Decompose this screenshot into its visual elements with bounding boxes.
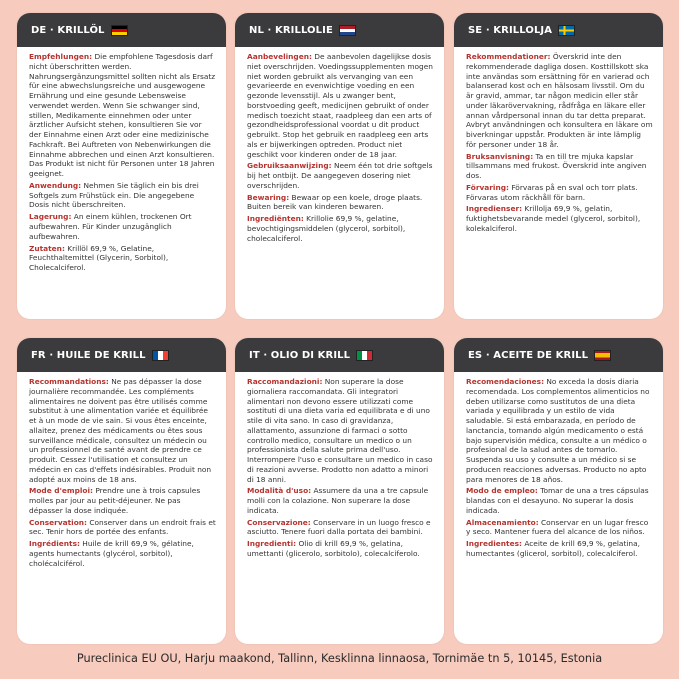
- card-title: SE · KRILLOLJA: [468, 24, 553, 36]
- card-body: [17, 372, 226, 569]
- sweden-flag-icon: [558, 25, 575, 36]
- card-header: [454, 13, 663, 47]
- card-es: [454, 338, 663, 644]
- card-nl: [235, 13, 444, 319]
- section-text: Conservare in un luogo fresco e asciutto. Tenere fuori dalla portata dei bambini.: [247, 517, 431, 537]
- section-storage: [466, 518, 653, 538]
- card-header: [17, 338, 226, 372]
- section-text: Ta en till tre mjuka kapslar tillsammans med frukost. Överskrid inte angiven dos.: [466, 151, 647, 181]
- section-text: Non superare la dose giornaliera raccomandata. Gli integratori alimentari non devono essere utilizzati come sostituti di una dieta varia ed equilibrata e di uno stile di vita sano. In caso di gravidanza, allattamento, assunzione di farmaci o sotto controllo medico, consultare un medico o un professionista della salute prima dell'uso. Interrompere l'uso e consultare un medico in caso di reazioni avverse. Prodotto non adatto a minori di 18 anni.: [247, 377, 433, 484]
- section-text: Conserver dans un endroit frais et sec. Tenir hors de portée des enfants.: [29, 517, 216, 537]
- card-title: ES · ACEITE DE KRILL: [468, 349, 589, 361]
- section-ingredients: [29, 244, 216, 273]
- card-title: FR · HUILE DE KRILL: [31, 349, 146, 361]
- germany-flag-icon: [111, 25, 128, 36]
- section-text: Assumere da una a tre capsule molli con la colazione. Non superare la dose indicata.: [247, 486, 429, 515]
- card-title: DE · KRILLÖL: [31, 24, 105, 36]
- section-title: Ingrediënten:: [247, 214, 304, 224]
- section-usage: [466, 486, 653, 515]
- section-usage: [29, 181, 216, 210]
- section-title: Conservazione:: [247, 517, 311, 527]
- card-body: [454, 47, 663, 234]
- section-recommendations: [466, 377, 653, 484]
- section-title: Conservation:: [29, 517, 87, 527]
- section-title: Bruksanvisning:: [466, 151, 534, 161]
- spain-flag-icon: [594, 350, 611, 361]
- card-it: [235, 338, 444, 644]
- section-text: Tomar de una a tres cápsulas blandas con el desayuno. No superar la dosis indicada.: [466, 486, 649, 515]
- section-recommendations: [466, 52, 653, 150]
- section-storage: [29, 518, 216, 538]
- section-text: Förvaras på en sval och torr plats. Förvaras utom räckhåll för barn.: [466, 182, 638, 202]
- section-storage: [247, 518, 434, 538]
- section-title: Förvaring:: [466, 182, 509, 192]
- section-text: Krillöl 69,9 %, Gelatine, Feuchthaltemittel (Glycerin, Sorbitol), Cholecalciferol.: [29, 243, 169, 273]
- section-storage: [247, 193, 434, 213]
- section-title: Gebruiksaanwijzing:: [247, 161, 332, 171]
- section-title: Raccomandazioni:: [247, 377, 323, 386]
- section-title: Ingredienser:: [466, 204, 523, 214]
- card-body: [235, 47, 444, 244]
- section-text: Huile de krill 69,9 %, gélatine, agents humectants (glycérol, sorbitol), cholécalciférol.: [29, 539, 194, 568]
- section-text: Conservar en un lugar fresco y seco. Mantener fuera del alcance de los niños.: [466, 517, 649, 537]
- section-usage: [466, 152, 653, 181]
- section-recommendations: [247, 52, 434, 159]
- section-title: Empfehlungen:: [29, 52, 93, 61]
- section-text: Bewaar op een koele, droge plaats. Buiten bereik van kinderen bewaren.: [247, 192, 423, 212]
- section-title: Lagerung:: [29, 212, 72, 222]
- section-ingredients: [247, 214, 434, 243]
- section-text: Prendre une à trois capsules molles par jour au petit-déjeuner. Ne pas dépasser la dose indiquée.: [29, 486, 201, 515]
- section-title: Rekommendationer:: [466, 52, 551, 61]
- section-ingredients: [466, 539, 653, 559]
- netherlands-flag-icon: [339, 25, 356, 36]
- section-title: Anwendung:: [29, 180, 82, 190]
- section-text: Överskrid inte den rekommenderade dagliga dosen. Kosttillskott ska inte användas som ersättning för en varierad och balanserad kost och en hälsosam livsstil. Om du är gravid, ammar, tar någon medicin eller står under läkarövervakning, rådfråga en läkare eller annan vårdpersonal innan du tar detta preparat. Avbryt användningen och konsultera en läkare om biverkningar uppstår. Produkten är inte lämplig för personer under 18 år.: [466, 52, 653, 149]
- section-text: Nehmen Sie täglich ein bis drei Softgels zum Frühstück ein. Die angegebene Dosis nicht überschreiten.: [29, 180, 199, 210]
- section-usage: [29, 486, 216, 515]
- card-body: [17, 47, 226, 273]
- card-title: NL · KRILLOLIE: [249, 24, 333, 36]
- section-text: Ne pas dépasser la dose journalière recommandée. Les compléments alimentaires ne doivent pas être utilisés comme substitut à une alimentation variée et équilibrée et à un mode de vie sain. Si vous êtes enceinte, allaitez, prenez des médicaments ou êtes sous surveillance médicale, consultez un médecin ou un professionnel de santé avant de prendre ce produit. Cessez l'utilisation et consultez un médecin en cas d'effets indésirables. Produit non adopté aux moins de 18 ans.: [29, 377, 212, 484]
- card-header: [454, 338, 663, 372]
- card-title: IT · OLIO DI KRILL: [249, 349, 351, 361]
- section-text: Neem één tot drie softgels bij het ontbijt. De aangegeven dosering niet overschrijden.: [247, 161, 433, 190]
- card-body: [454, 372, 663, 559]
- section-ingredients: [466, 204, 653, 233]
- card-de: [17, 13, 226, 319]
- company-address-footer: Pureclinica EU OU, Harju maakond, Tallinn, Kesklinna linnaosa, Tornimäe tn 5, 10145, Estonia: [76, 652, 603, 665]
- section-text: De aanbevolen dagelijkse dosis niet overschrijden. Voedingssupplementen mogen niet worden gebruikt als vervanging van een gevarieerde en evenwichtige voeding en een gezonde levensstijl. Als u zwanger bent, borstvoeding geeft, medicijnen gebruikt of onder medisch toezicht staat, raadpleeg dan een arts of gezondheidsprofessional voordat u dit product gebruikt. Stop het gebruik en raadpleeg een arts als er bijwerkingen optreden. Product niet geschikt voor kinderen onder de 18 jaar.: [247, 52, 433, 159]
- section-text: No exceda la dosis diaria recomendada. Los complementos alimenticios no deben utilizarse como sustitutos de una dieta variada y equilibrada y un estilo de vida saludable. Si está embarazada, en período de lanctancia, tomando algún medicamento o está bajo supervisión médica, consulte a un médico o profesional de la salud antes de tomarlo. Suspenda su uso y consulte a un médico si se producen reacciones adversas. Producto no apto para menores de 18 años.: [466, 377, 650, 484]
- section-title: Ingredienti:: [247, 539, 297, 549]
- section-text: Olio di krill 69,9 %, gelatina, umettanti (glicerolo, sorbitolo), colecalciferolo.: [247, 539, 420, 559]
- section-recommendations: [29, 52, 216, 179]
- section-title: Mode d'emploi:: [29, 486, 93, 496]
- section-title: Modalità d'uso:: [247, 486, 312, 496]
- section-title: Recommandations:: [29, 377, 109, 386]
- section-ingredients: [29, 539, 216, 568]
- section-recommendations: [247, 377, 434, 484]
- card-header: [17, 13, 226, 47]
- italy-flag-icon: [356, 350, 373, 361]
- card-header: [235, 338, 444, 372]
- section-storage: [466, 183, 653, 203]
- section-text: Aceite de krill 69,9 %, gelatina, humectantes (glicerol, sorbitol), colecalciferol.: [466, 539, 640, 559]
- section-usage: [247, 161, 434, 190]
- france-flag-icon: [152, 350, 169, 361]
- section-recommendations: [29, 377, 216, 484]
- card-fr: [17, 338, 226, 644]
- section-title: Almacenamiento:: [466, 517, 539, 527]
- section-title: Aanbevelingen:: [247, 52, 312, 61]
- section-text: An einem kühlen, trockenen Ort aufbewahren. Für Kinder unzugänglich aufbewahren.: [29, 212, 192, 241]
- section-text: Die empfohlene Tagesdosis darf nicht überschritten werden. Nahrungsergänzungsmittel sollten nicht als Ersatz für eine abwechslungsreiche und ausgewogene Ernährung und eine gesunde Lebensweise verwendet werden. Wenn Sie schwanger sind, stillen, Medikamente einnehmen oder unter ärztlicher Aufsicht stehen, konsultieren Sie vor der Einnahme einen Arzt oder eine medizinische Fachkraft. Bei Auftreten von Nebenwirkungen die Einnahme abbrechen und einen Arzt konsultieren. Das Produkt ist nicht für Personen unter 18 Jahren geeignet.: [29, 52, 216, 179]
- section-usage: [247, 486, 434, 515]
- section-ingredients: [247, 539, 434, 559]
- section-title: Ingrédients:: [29, 539, 80, 549]
- section-storage: [29, 212, 216, 241]
- card-body: [235, 372, 444, 559]
- section-text: Krillolja 69,9 %, gelatin, fuktighetsbevarande medel (glycerol, sorbitol), kolekalciferol.: [466, 204, 641, 234]
- section-title: Recomendaciones:: [466, 377, 545, 386]
- section-title: Zutaten:: [29, 243, 65, 253]
- section-title: Modo de empleo:: [466, 486, 538, 496]
- section-title: Ingredientes:: [466, 539, 522, 549]
- card-se: [454, 13, 663, 319]
- section-title: Bewaring:: [247, 192, 290, 202]
- section-text: Krillolie 69,9 %, gelatine, bevochtigingsmiddelen (glycerol, sorbitol), cholecalciferol.: [247, 214, 406, 243]
- card-header: [235, 13, 444, 47]
